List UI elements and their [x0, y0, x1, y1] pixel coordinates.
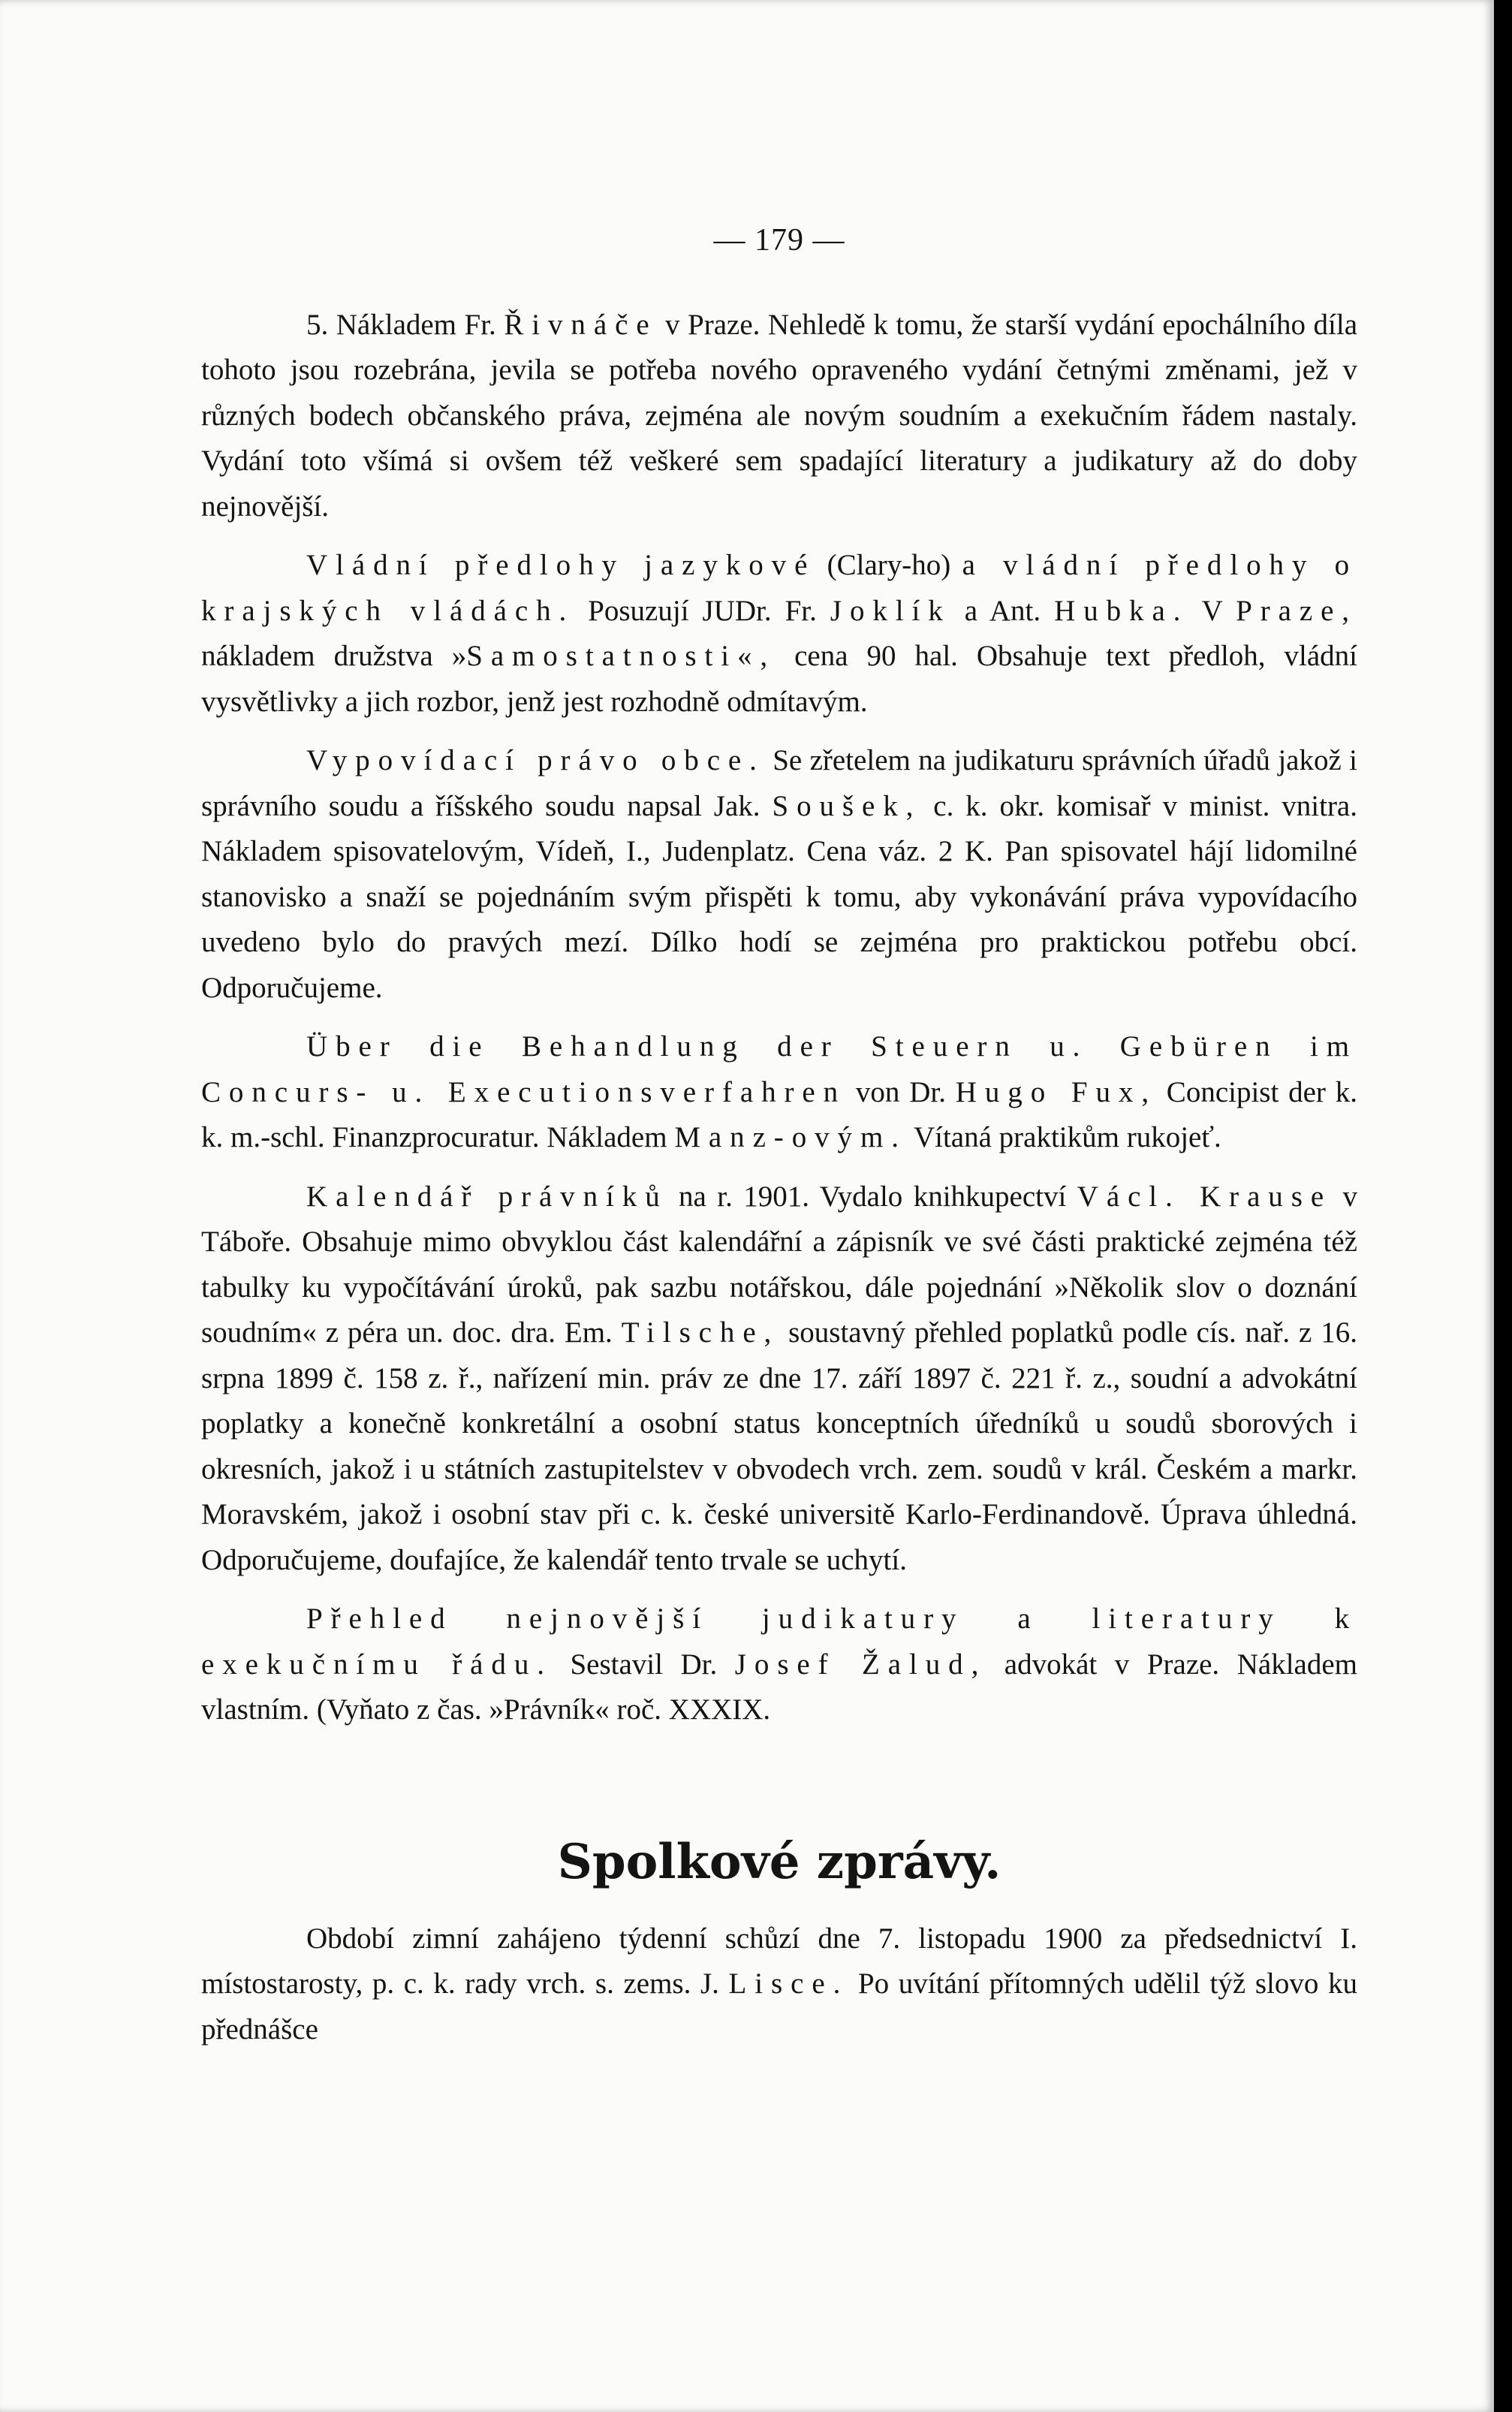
entry-2-text-f: cena 90 hal. Obsahuje text předloh, vládní vysvětlivky a jich rozbor, jenž jest rozhodně odmítavým.: [201, 640, 1357, 718]
page-number: — 179 —: [713, 223, 845, 258]
closing-name: Lisce.: [728, 1967, 849, 2000]
entry-4-text-a: von Dr.: [846, 1075, 956, 1108]
scan-border: [1494, 0, 1512, 2412]
entry-1-text: v Praze. Nehledě k tomu, že starší vydání epochálního díla tohoto jsou rozebrána, jevila se potřeba nového opraveného vydání četnými změnami, jež v různých bodech občanského práva, zejména ale novým soudním a exekučním řádem nastaly. Vydání toto všímá si ovšem též veškeré sem spadající literatury a judikatury až do doby nejnovější.: [201, 308, 1357, 523]
section-heading: Spolkové zprávy.: [557, 1833, 1001, 1890]
entry-1-publisher-name: Řivnáče: [504, 308, 658, 341]
entry-4-text-c: Vítaná praktikům rukojeť.: [906, 1121, 1221, 1153]
entry-4-text-b: Concipist der k. k. m.-schl. Finanzprocuratur. Nákladem: [201, 1075, 1357, 1153]
entry-6-title: Přehled nejnovější judikatury a literatury k exekučnímu řádu.: [201, 1602, 1357, 1681]
entry-2-text-c: a Ant.: [950, 594, 1055, 627]
entry-5-author: Tilsche,: [621, 1316, 780, 1349]
entry-1-lead: 5. Nákladem Fr.: [306, 308, 505, 341]
entry-3-text-a: Se zřetelem na judikaturu správních úřadů jakož i správního soudu a říšského soudu napsal Jak.: [201, 744, 1357, 822]
entry-6: [201, 1596, 1357, 1733]
entry-4-publisher: Manz-ovým.: [674, 1121, 907, 1153]
entry-5-text-b: v Táboře. Obsahuje mimo obvyklou část kalendářní a zápisník ve své části praktické zejména též tabulky ku vypočítávání úroků, pak sazbu notářskou, dále pojednání »Několik slov o doznání soudním« z péra un. doc. dra. Em.: [201, 1180, 1357, 1349]
entry-1: [201, 303, 1357, 530]
entry-6-author: Josef Žalud,: [734, 1648, 987, 1681]
entry-3-author: Soušek,: [772, 789, 922, 822]
entry-2-text-a: (Clary-ho): [815, 549, 962, 581]
entry-2: [201, 543, 1357, 725]
page-content: [201, 218, 1357, 2066]
entry-2-publisher: Samostatnosti«,: [466, 640, 776, 672]
entry-2-title: Vládní předlohy jazykové: [306, 549, 816, 581]
entry-5: [201, 1174, 1357, 1584]
entry-2-city: Praze,: [1236, 594, 1357, 627]
entry-2-author-1: Joklík: [830, 594, 951, 627]
entry-4-author: Hugo Fux,: [955, 1075, 1157, 1108]
entry-5-title: Kalendář právníků: [306, 1180, 668, 1213]
entry-2-text-b: Posuzují JUDr. Fr.: [574, 594, 830, 627]
closing-text-a: Období zimní zahájeno týdenní schůzí dne 7. listopadu 1900 za předsednictví I. místostarosty, p. c. k. rady vrch. s. zems. J.: [201, 1922, 1357, 2000]
entry-3: [201, 738, 1357, 1011]
entry-2-text-e: nákladem družstva »: [201, 640, 467, 672]
entry-5-publisher: Václ. Krause: [1077, 1180, 1333, 1213]
entry-3-title: Vypovídací právo obce.: [306, 744, 765, 776]
entry-2-title-b: a vládní předlohy o krajských vládách.: [201, 549, 1358, 627]
entry-5-text-a: na r. 1901. Vydalo knihkupectví: [667, 1180, 1077, 1213]
entry-2-author-2: Hubka.: [1054, 594, 1189, 627]
entry-6-text-b: advokát v Praze. Nákladem vlastním. (Vyňato z čas. »Právník« roč. XXXIX.: [201, 1648, 1357, 1726]
entry-4-title: Über die Behandlung der Steuern u. Gebüren im Concurs- u. Executionsverfahren: [201, 1030, 1357, 1108]
entry-5-text-c: soustavný přehled poplatků podle cís. nař. z 16. srpna 1899 č. 158 z. ř., nařízení min. práv ze dne 17. září 1897 č. 221 ř. z., soudní a advokátní poplatky a konečně konkretální a osobní status konceptních úředníků u soudů sborových i okresních, jakož i u státních zastupitelstev v obvodech vrch. zem. soudů v král. Českém a markr. Moravském, jakož i osobní stav při c. k. české universitě Karlo-Ferdinandově. Úprava úhledná. Odporučujeme, doufajíce, že kalendář tento trvale se uchytí.: [201, 1316, 1358, 1576]
entry-3-text-b: c. k. okr. komisař v minist. vnitra. Nákladem spisovatelovým, Vídeň, I., Judenplatz. Cena váz. 2 K. Pan spisovatel hájí lidomilné stanovisko a snaží se pojednáním svým přispěti k tomu, aby vykonávání práva vypovídacího uvedeno bylo do pravých mezí. Dílko hodí se zejména pro praktickou potřebu obcí. Odporučujeme.: [201, 789, 1357, 1004]
entry-2-text-d: V: [1188, 594, 1236, 627]
closing-paragraph: [201, 1916, 1357, 2053]
entry-4: [201, 1024, 1357, 1161]
closing-text-b: Po uvítání přítomných udělil týž slovo ku přednášce: [201, 1967, 1357, 2046]
entry-6-text-a: Sestavil Dr.: [552, 1648, 735, 1681]
